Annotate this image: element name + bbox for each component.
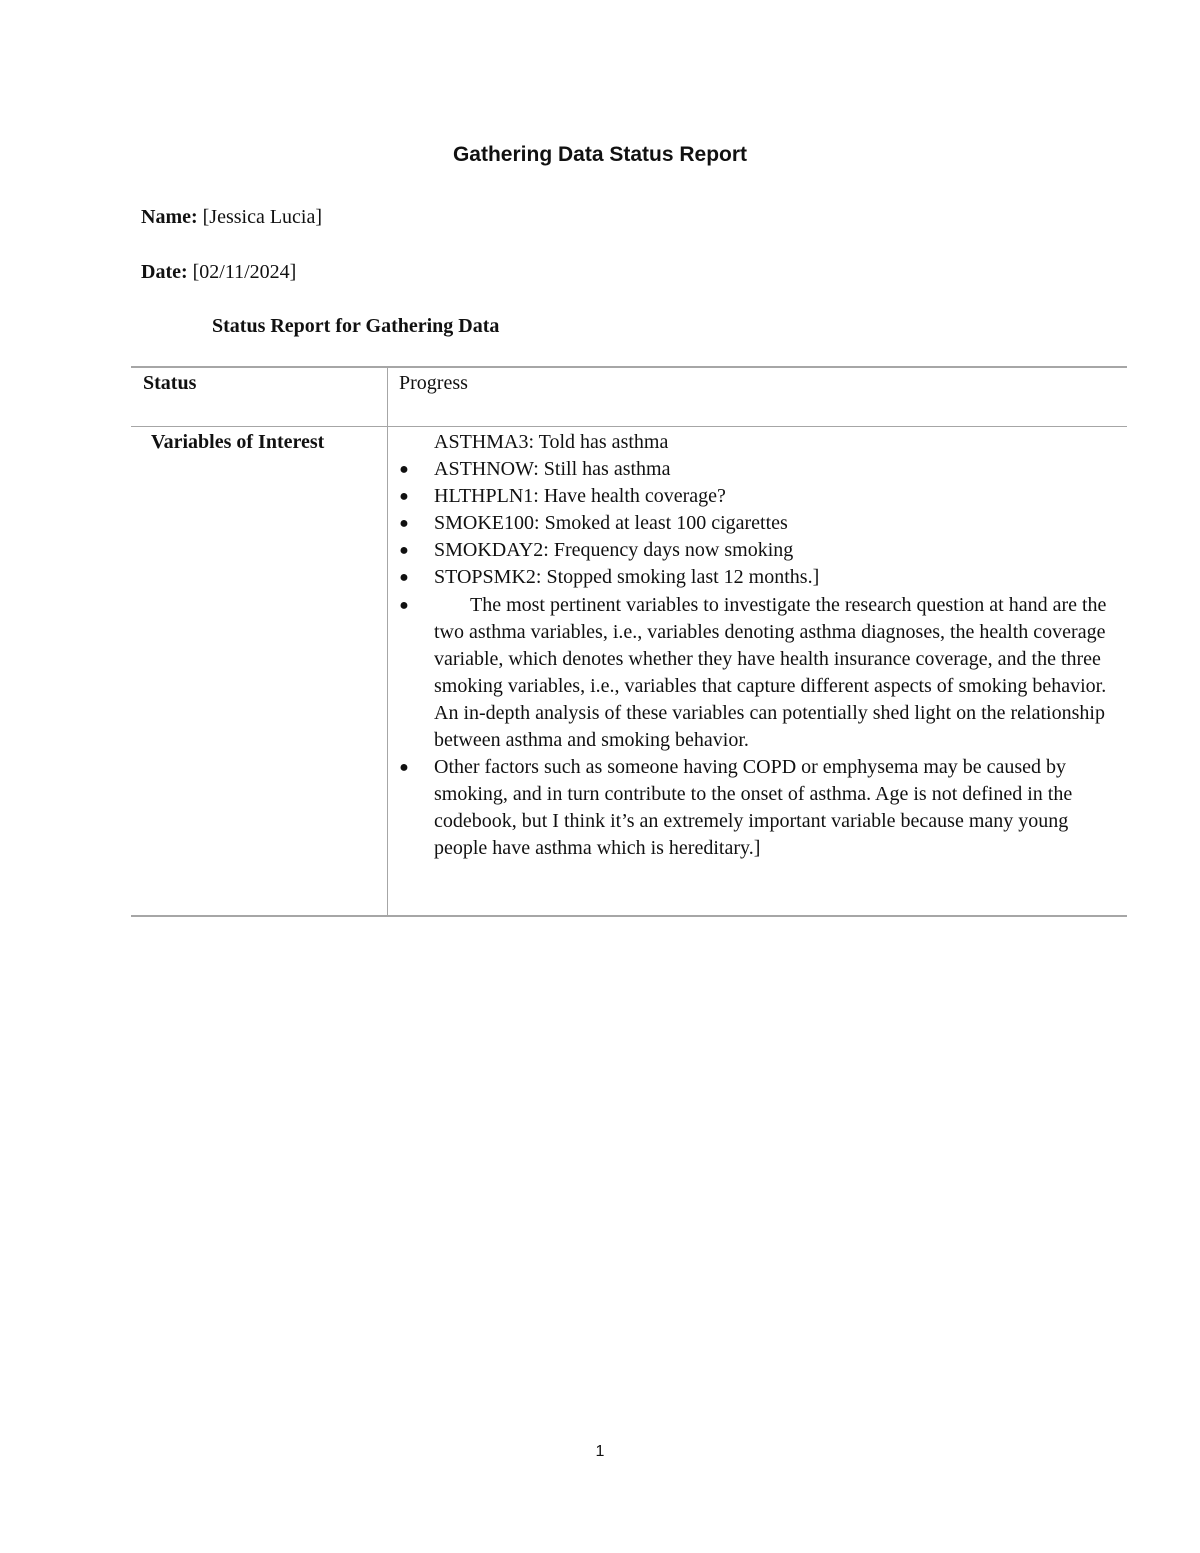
bullet-icon: ● bbox=[399, 596, 409, 614]
status-table bbox=[131, 366, 1127, 917]
list-item-text: STOPSMK2: Stopped smoking last 12 months.] bbox=[434, 566, 820, 589]
list-item bbox=[399, 456, 1123, 483]
list-item bbox=[399, 510, 1123, 537]
bullet-icon: ● bbox=[399, 759, 409, 777]
name-field bbox=[141, 203, 322, 231]
list-item bbox=[399, 754, 1123, 862]
header-progress: Progress bbox=[399, 372, 468, 394]
row-label-variables: Variables of Interest bbox=[151, 431, 325, 453]
list-item-text: ASTHMA3: Told has asthma bbox=[434, 431, 669, 453]
date-field bbox=[141, 258, 296, 286]
page-number: 1 bbox=[595, 1443, 605, 1460]
progress-list bbox=[399, 429, 1123, 863]
date-value: [02/11/2024] bbox=[192, 261, 297, 283]
name-value: [Jessica Lucia] bbox=[202, 206, 323, 228]
list-item-text: The most pertinent variables to investigate the research question at hand are the two asthma variables, i.e., variables denoting asthma diagnoses, the health coverage variable, which denotes whether they have health insurance coverage, and the three smoking variables, i.e., variables that capture different aspects of smoking behavior. An in-depth analysis of these variables can potentially shed light on the relationship between asthma and smoking behavior. bbox=[434, 593, 1107, 752]
column-divider bbox=[387, 368, 388, 915]
row-divider bbox=[131, 426, 1127, 427]
list-item-text: SMOKE100: Smoked at least 100 cigarettes bbox=[434, 512, 788, 535]
bullet-icon: ● bbox=[399, 515, 409, 533]
name-label: Name: bbox=[141, 206, 198, 228]
list-item-text: Other factors such as someone having COPD or emphysema may be caused by smoking, and in turn contribute to the onset of asthma. Age is not defined in the codebook, but I think it’s an extremely important variable because many young people have asthma which is hereditary.] bbox=[434, 756, 1073, 860]
list-item bbox=[399, 564, 1123, 591]
list-item bbox=[399, 483, 1123, 510]
document-title: Gathering Data Status Report bbox=[452, 143, 748, 166]
list-item bbox=[399, 537, 1123, 564]
list-item bbox=[399, 429, 1123, 456]
list-item-text: ASTHNOW: Still has asthma bbox=[434, 458, 671, 481]
list-item-text: SMOKDAY2: Frequency days now smoking bbox=[434, 539, 794, 562]
bullet-icon: ● bbox=[399, 569, 409, 587]
bullet-icon: ● bbox=[399, 542, 409, 560]
table-caption: Status Report for Gathering Data bbox=[212, 315, 500, 337]
bullet-icon: ● bbox=[399, 488, 409, 506]
bullet-icon: ● bbox=[399, 461, 409, 479]
date-label: Date: bbox=[141, 261, 188, 283]
list-item bbox=[399, 592, 1123, 755]
list-item-text: HLTHPLN1: Have health coverage? bbox=[434, 485, 726, 508]
header-status: Status bbox=[143, 372, 197, 394]
